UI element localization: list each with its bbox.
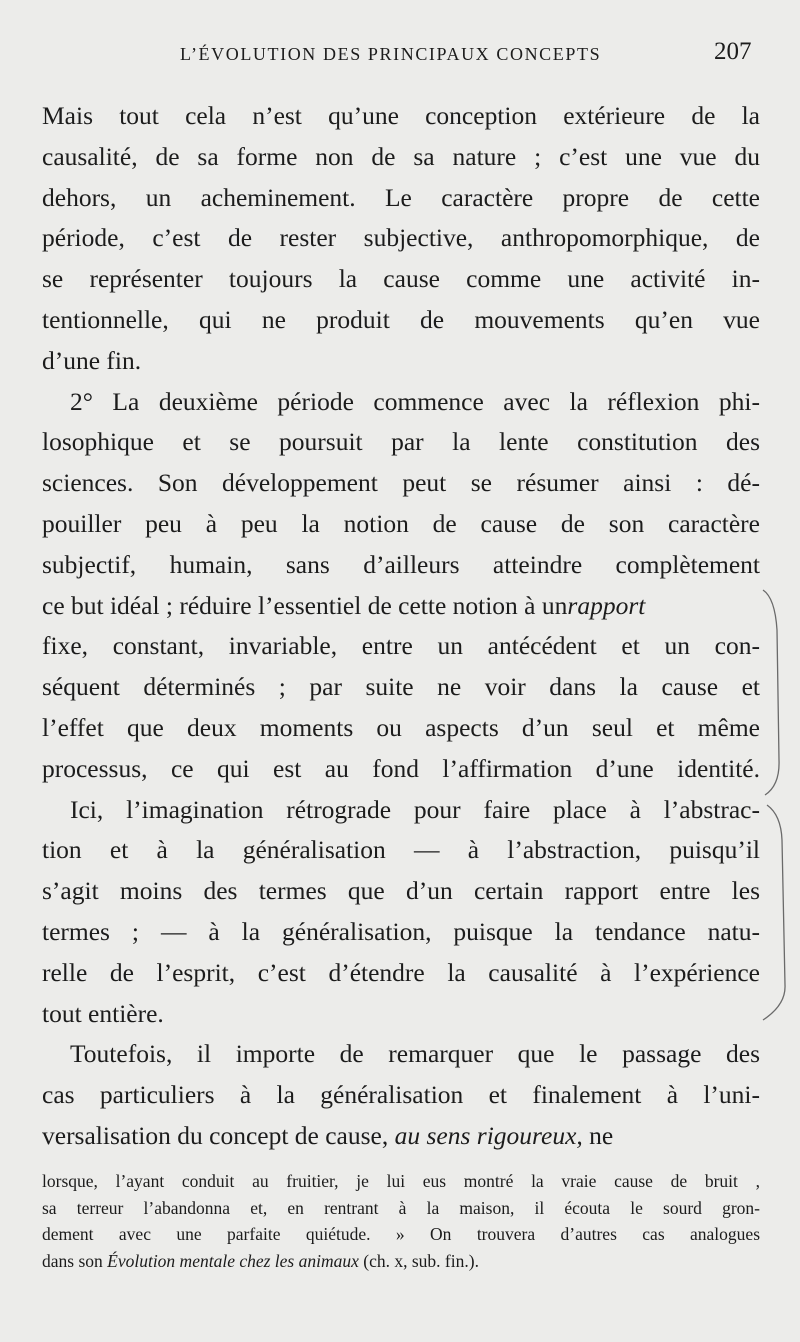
- text-line-with-italic: [42, 586, 760, 627]
- text-line: fixe, constant, invariable, entre un antécédent et un con-: [42, 631, 760, 661]
- italic-word: rapport: [567, 590, 646, 620]
- text-line: se représenter toujours la cause comme une activité in-: [42, 264, 760, 294]
- text-segment: ce but idéal ; réduire l’essentiel de cette notion à un: [42, 590, 568, 620]
- text-line: subjectif, humain, sans d’ailleurs atteindre complètement: [42, 549, 760, 579]
- paragraph-start-line: Toutefois, il importe de remarquer que le passage des: [70, 1039, 760, 1069]
- margin-bracket-annotation: [755, 580, 800, 1030]
- page-number: 207: [714, 38, 752, 65]
- text-line: sciences. Son développement peut se résumer ainsi : dé-: [42, 468, 760, 498]
- text-line: pouiller peu à peu la notion de cause de son caractère: [42, 508, 760, 538]
- footnote: [42, 1168, 760, 1274]
- text-line: l’effet que deux moments ou aspects d’un seul et même: [42, 712, 760, 742]
- text-line: losophique et se poursuit par la lente constitution des: [42, 427, 760, 457]
- text-segment: ne: [589, 1120, 614, 1150]
- text-line: période, c’est de rester subjective, anthropomorphique, de: [42, 223, 760, 253]
- italic-book-title: Évolution mentale chez les animaux: [107, 1250, 359, 1271]
- footnote-segment: (ch. x, sub. fin.).: [363, 1250, 479, 1271]
- text-line: dehors, un acheminement. Le caractère propre de cette: [42, 182, 760, 212]
- text-line: d’une fin.: [42, 345, 142, 375]
- text-line: tion et à la généralisation — à l’abstraction, puisqu’il: [42, 835, 760, 865]
- text-segment: versalisation du concept de cause,: [42, 1120, 389, 1150]
- footnote-segment: dans son: [42, 1250, 103, 1271]
- text-line: s’agit moins des termes que d’un certain rapport entre les: [42, 876, 760, 906]
- text-line: processus, ce qui est au fond l’affirmation d’une identité.: [42, 753, 760, 783]
- footnote-line: dement avec une parfaite quiétude. » On trouvera d’autres cas analogues: [42, 1224, 760, 1244]
- text-line: causalité, de sa forme non de sa nature ; c’est une vue du: [42, 141, 760, 171]
- text-line: séquent déterminés ; par suite ne voir dans la cause et: [42, 672, 760, 702]
- footnote-line: lorsque, l’ayant conduit au fruitier, je lui eus montré la vraie cause de bruit ,: [42, 1171, 760, 1191]
- text-line-with-italic: [42, 1116, 760, 1157]
- paragraph-start-line: Ici, l’imagination rétrograde pour faire place à l’abstrac-: [70, 794, 760, 824]
- text-line: relle de l’esprit, c’est d’étendre la causalité à l’expérience: [42, 957, 760, 987]
- italic-phrase: au sens rigoureux,: [394, 1120, 583, 1150]
- running-head: [0, 38, 800, 72]
- text-line: Mais tout cela n’est qu’une conception extérieure de la: [42, 101, 760, 130]
- text-line: termes ; — à la généralisation, puisque la tendance natu-: [42, 916, 760, 946]
- text-line: tout entière.: [42, 998, 164, 1028]
- footnote-line-with-italic: [42, 1248, 760, 1275]
- body-text: [42, 96, 760, 1157]
- text-line: tentionnelle, qui ne produit de mouvements qu’en vue: [42, 304, 760, 334]
- text-line: cas particuliers à la généralisation et finalement à l’uni-: [42, 1080, 760, 1110]
- running-title: L’ÉVOLUTION DES PRINCIPAUX CONCEPTS: [180, 44, 602, 64]
- paragraph-start-line: 2° La deuxième période commence avec la réflexion phi-: [70, 386, 760, 416]
- footnote-line: sa terreur l’abandonna et, en rentrant à la maison, il écouta le sourd gron-: [42, 1197, 760, 1218]
